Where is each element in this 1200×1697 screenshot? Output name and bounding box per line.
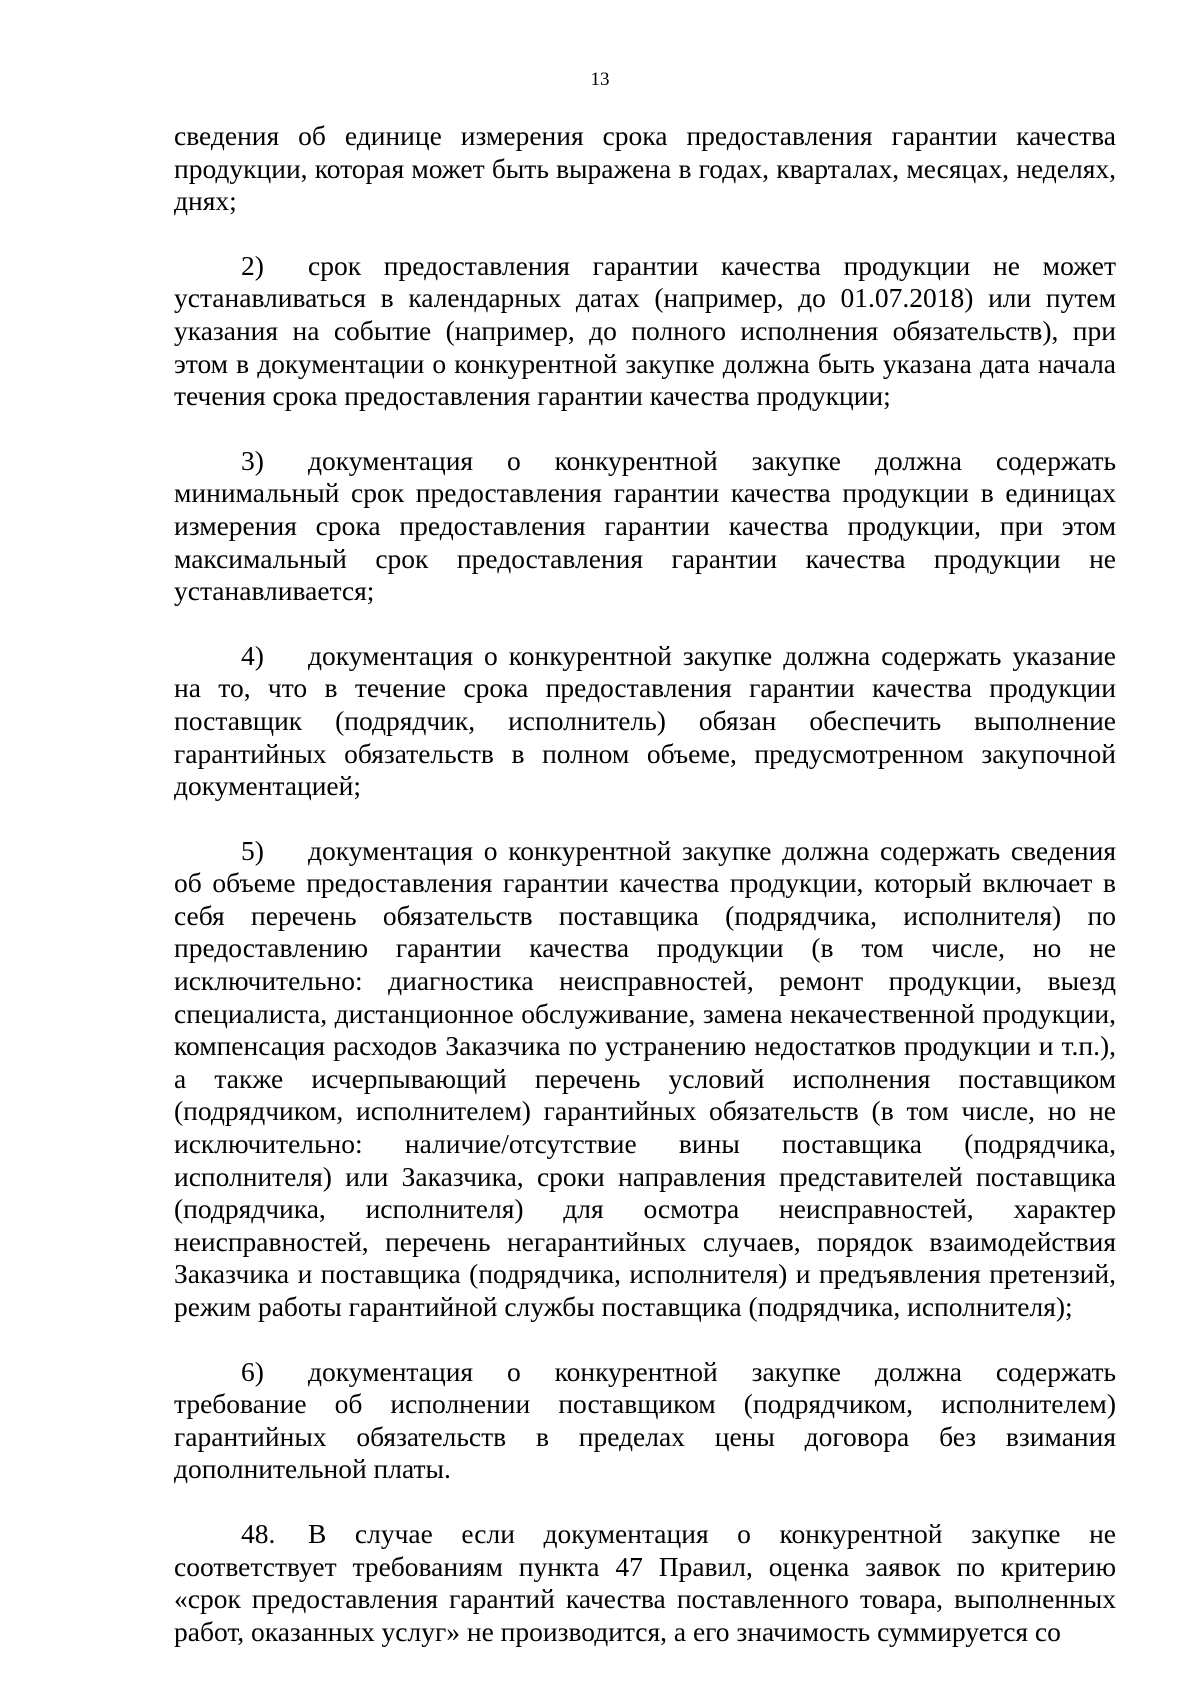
- item-number: 5): [241, 834, 264, 866]
- page-number: 13: [590, 69, 610, 90]
- paragraph-text: срок предоставления гарантии качества продукции не может устанавливаться в календарных датах (например, до 01.07.2018) или путем указания на событие (например, до полного исполнения обязательств), при этом в документации о конкурентной закупке должна быть указана дата начала течения срока предоставления гарантии качества продукции;: [174, 249, 1116, 412]
- paragraph-text: документация о конкурентной закупке должна содержать сведения об объеме предоставления гарантии качества продукции, который включает в себя перечень обязательств поставщика (подрядчика, исполнителя) по предоставлению гарантии качества продукции (в том числе, но не исключительно: диагностика неисправностей, ремонт продукции, выезд специалиста, дистанционное обслуживание, замена некачественной продукции, компенсация расходов Заказчика по устранению недостатков продукции и т.п.), а также исчерпывающий перечень условий исполнения поставщиком (подрядчиком, исполнителем) гарантийных обязательств (в том числе, но не исключительно: наличие/отсутствие вины поставщика (подрядчика, исполнителя) или Заказчика, сроки направления представителей поставщика (подрядчика, исполнителя) для осмотра неисправностей, характер неисправностей, перечень негарантийных случаев, порядок взаимодействия Заказчика и поставщика (подрядчика, исполнителя) и предъявления претензий, режим работы гарантийной службы поставщика (подрядчика, исполнителя);: [174, 834, 1116, 1322]
- paragraph-text: документация о конкурентной закупке должна содержать указание на то, что в течение срока предоставления гарантии качества продукции поставщик (подрядчик, исполнитель) обязан обеспечить выполнение гарантийных обязательств в полном объеме, предусмотренном закупочной документацией;: [174, 639, 1116, 802]
- paragraph-text: документация о конкурентной закупке должна содержать минимальный срок предоставления гарантии качества продукции в единицах измерения срока предоставления гарантии качества продукции, при этом максимальный срок предоставления гарантии качества продукции не устанавливается;: [174, 444, 1116, 607]
- paragraph-text: сведения об единице измерения срока предоставления гарантии качества продукции, которая может быть выражена в годах, кварталах, месяцах, неделях, днях;: [174, 120, 1116, 217]
- list-item-2: [174, 250, 1116, 413]
- list-item-4: [174, 640, 1116, 803]
- item-number: 6): [241, 1355, 264, 1387]
- clause-number: 48.: [241, 1517, 276, 1549]
- item-number: 2): [241, 249, 264, 281]
- clause-48: [174, 1518, 1116, 1648]
- list-item-6: [174, 1356, 1116, 1486]
- item-number: 3): [241, 444, 264, 476]
- paragraph-text: В случае если документация о конкурентной закупке не соответствует требованиям пункта 47 Правил, оценка заявок по критерию «срок предоставления гарантий качества поставленного товара, выполненных работ, оказанных услуг» не производится, а его значимость суммируется со: [174, 1517, 1116, 1647]
- paragraph-text: документация о конкурентной закупке должна содержать требование об исполнении поставщиком (подрядчиком, исполнителем) гарантийных обязательств в пределах цены договора без взимания дополнительной платы.: [174, 1355, 1116, 1485]
- list-item-3: [174, 445, 1116, 608]
- item-number: 4): [241, 639, 264, 671]
- list-item-5: [174, 835, 1116, 1324]
- paragraph-continuation: [174, 120, 1116, 218]
- document-body: [174, 120, 1116, 1648]
